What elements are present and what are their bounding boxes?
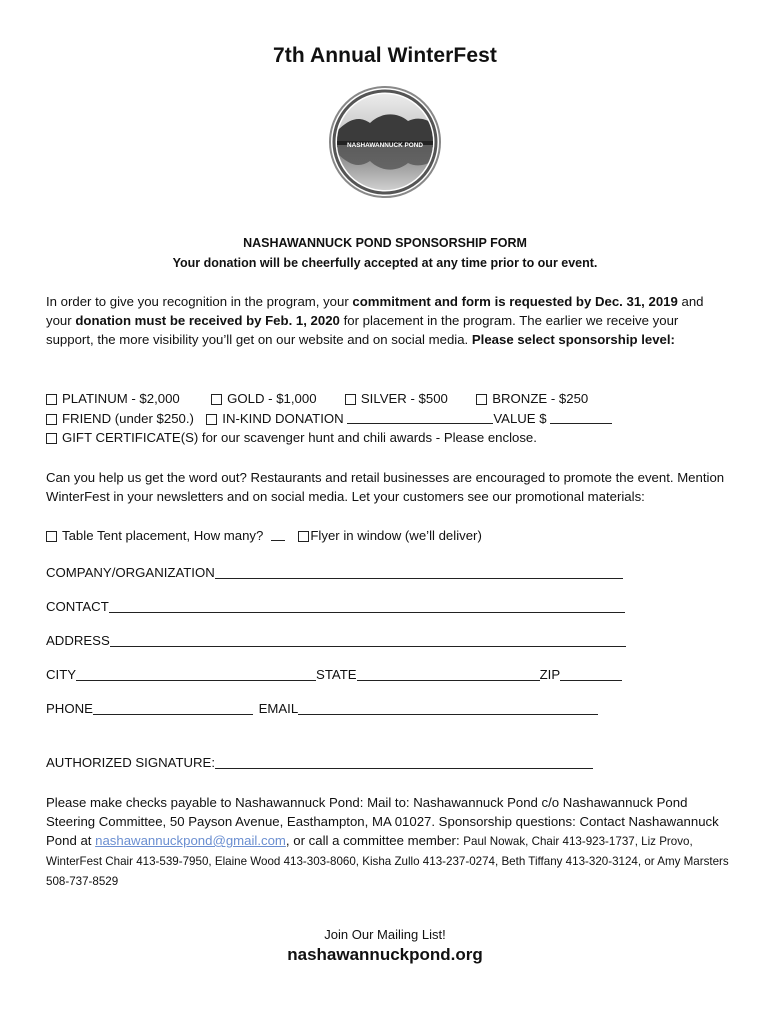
zip-field[interactable] xyxy=(560,667,622,681)
table-tent-count-field[interactable] xyxy=(271,527,285,541)
email-link[interactable]: nashawannuckpond@gmail.com xyxy=(95,833,286,848)
gift-certificate-label: GIFT CERTIFICATE(S) for our scavenger hunt and chili awards - Please enclose. xyxy=(62,430,537,445)
phone-field[interactable] xyxy=(93,701,253,715)
gold-checkbox[interactable] xyxy=(211,394,222,405)
city-label: CITY xyxy=(46,667,77,682)
city-state-zip-row xyxy=(46,667,622,682)
in-kind-label: IN-KIND DONATION xyxy=(222,411,344,426)
nashawannuck-pond-logo xyxy=(328,85,442,199)
email-label: EMAIL xyxy=(258,701,299,716)
sponsorship-row-2 xyxy=(46,410,612,426)
silver-checkbox[interactable] xyxy=(345,394,356,405)
signature-label: AUTHORIZED SIGNATURE: xyxy=(46,755,216,770)
company-label: COMPANY/ORGANIZATION xyxy=(46,565,215,580)
platinum-label: PLATINUM - $2,000 xyxy=(62,391,180,406)
value-field[interactable] xyxy=(550,410,612,424)
phone-email-row xyxy=(46,701,598,716)
promo-options-row xyxy=(46,527,482,543)
state-label: STATE xyxy=(316,667,357,682)
intro-paragraph: In order to give you recognition in the program, your commitment and form is requested by Dec. 31, 2019 and your donation must be received by Feb. 1, 2020 for placement in the program. The earlier we receive your support, the more visibility you’ll get on our website and on social media. Please select sponsorship level: xyxy=(46,294,704,347)
company-row xyxy=(46,565,623,580)
friend-label: FRIEND (under $250.) xyxy=(62,411,194,426)
phone-label: PHONE xyxy=(46,701,93,716)
logo-text: NASHAWANNUCK POND xyxy=(347,142,423,149)
state-field[interactable] xyxy=(357,667,540,681)
signature-row xyxy=(46,755,593,770)
mailing-list-text: Join Our Mailing List! xyxy=(324,927,446,942)
silver-label: SILVER - $500 xyxy=(360,391,448,406)
platinum-checkbox[interactable] xyxy=(46,394,57,405)
table-tent-checkbox[interactable] xyxy=(46,531,57,542)
email-field[interactable] xyxy=(298,701,598,715)
committee-members: Paul Nowak, Chair 413-923-1737, Liz Provo, WinterFest Chair 413-539-7950, Elaine Wood 413-303-8060, Kisha Zullo 413-237-0274, Beth Tiffany 413-320-3124, or Amy Marsters 508-737-8529 xyxy=(46,835,729,888)
company-field[interactable] xyxy=(215,565,623,579)
flyer-label: Flyer in window (we’ll deliver) xyxy=(310,528,482,543)
form-title: NASHAWANNUCK POND SPONSORSHIP FORM xyxy=(243,236,527,250)
sponsorship-row-3 xyxy=(46,430,537,445)
gift-certificate-checkbox[interactable] xyxy=(46,433,57,444)
footer-paragraph: Please make checks payable to Nashawannuck Pond: Mail to: Nashawannuck Pond c/o Nashawannuck Pond Steering Committee, 50 Payson Avenue, Easthampton, MA 01027. Sponsorship questions: Contact Nashawannuck Pond at nashawannuckpond@gmail.com, or call a committee member: Paul Nowak, Chair 413-923-1737, Liz Provo, WinterFest Chair 413-539-7950, Elaine Wood 413-303-8060, Kisha Zullo 413-237-0274, Beth Tiffany 413-320-3124, or Amy Marsters 508-737-8529 xyxy=(46,795,729,888)
contact-field[interactable] xyxy=(109,599,625,613)
address-row xyxy=(46,633,626,648)
table-tent-label: Table Tent placement, How many? xyxy=(62,528,264,543)
value-label: VALUE $ xyxy=(493,411,547,426)
flyer-checkbox[interactable] xyxy=(298,531,309,542)
friend-checkbox[interactable] xyxy=(46,414,57,425)
contact-label: CONTACT xyxy=(46,599,109,614)
sponsorship-row-1 xyxy=(46,391,588,406)
bronze-checkbox[interactable] xyxy=(476,394,487,405)
address-label: ADDRESS xyxy=(46,633,110,648)
in-kind-description-field[interactable] xyxy=(347,410,493,424)
website-url[interactable]: nashawannuckpond.org xyxy=(287,945,483,964)
gold-label: GOLD - $1,000 xyxy=(227,391,317,406)
contact-row xyxy=(46,599,625,614)
bronze-label: BRONZE - $250 xyxy=(492,391,589,406)
signature-field[interactable] xyxy=(215,755,593,769)
city-field[interactable] xyxy=(76,667,316,681)
address-field[interactable] xyxy=(110,633,626,647)
page-title: 7th Annual WinterFest xyxy=(273,44,497,67)
form-subtitle: Your donation will be cheerfully accepted at any time prior to our event. xyxy=(172,256,598,270)
zip-label: ZIP xyxy=(539,667,561,682)
in-kind-checkbox[interactable] xyxy=(206,414,217,425)
promo-paragraph: Can you help us get the word out? Restaurants and retail businesses are encouraged to promote the event. Mention WinterFest in your newsletters and on social media. Let your customers see our promotional materials: xyxy=(46,470,725,504)
